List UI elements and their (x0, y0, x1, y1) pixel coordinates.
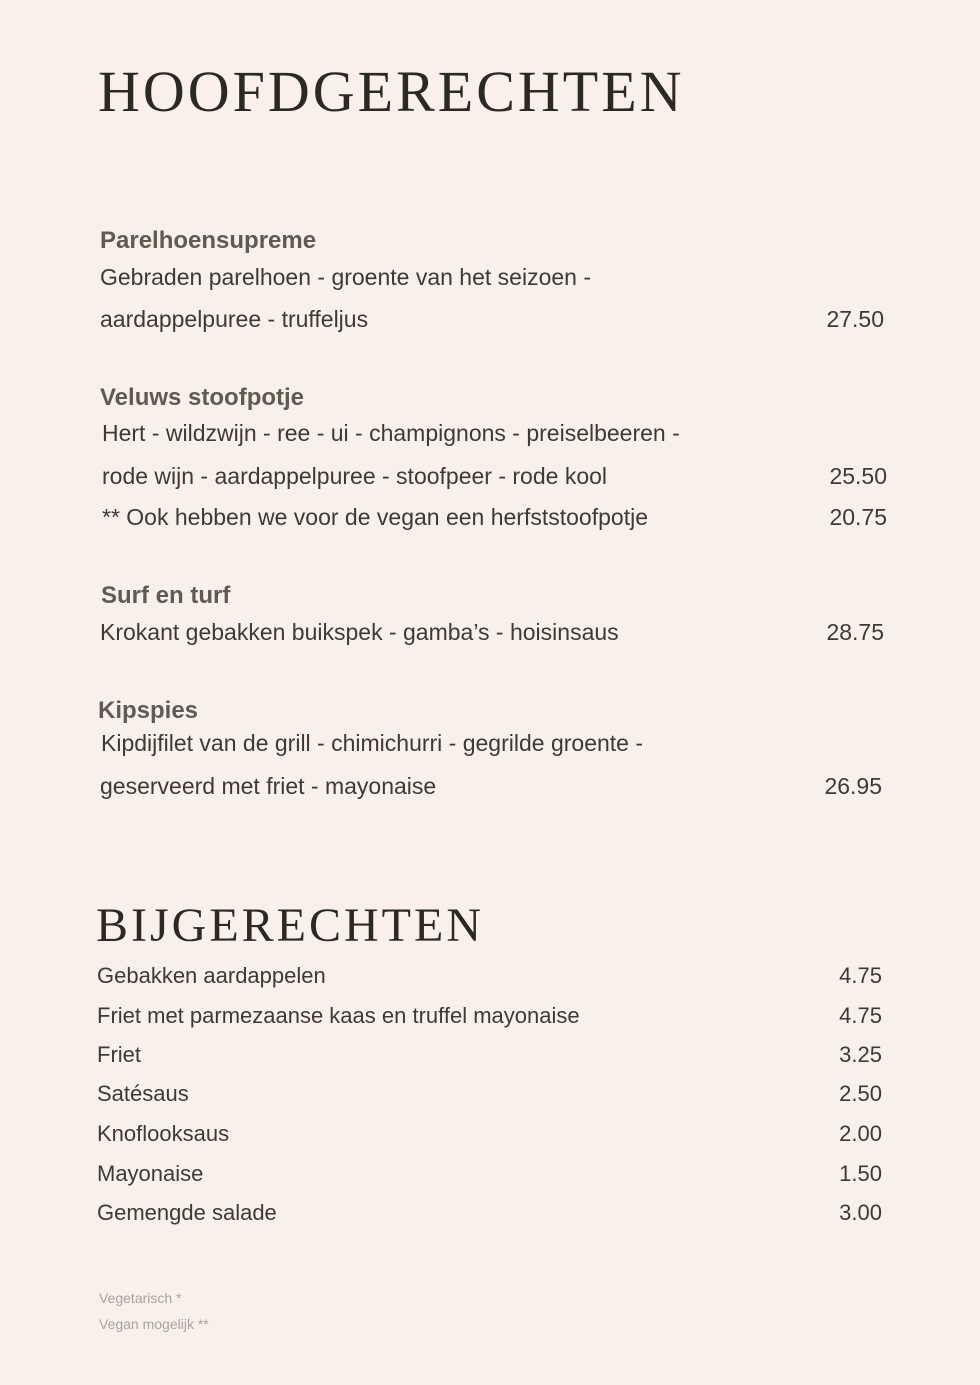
dish-title-kipspies: Kipspies (98, 697, 199, 724)
main-heading: HOOFDGERECHTEN (98, 59, 685, 124)
dish-price: 28.75 (826, 619, 884, 645)
side-item-name: Mayonaise (97, 1161, 204, 1186)
dish-vegan-note: ** Ook hebben we voor de vegan een herfststoofpotje (102, 504, 648, 530)
side-item-name: Gebakken aardappelen (97, 963, 326, 988)
dish-description-line: Kipdijfilet van de grill - chimichurri - gegrilde groente - (101, 730, 644, 756)
side-item-price: 2.50 (839, 1081, 882, 1106)
side-item-name: Gemengde salade (97, 1200, 277, 1225)
dish-price: 25.50 (829, 463, 887, 489)
side-item-name: Satésaus (97, 1081, 189, 1106)
side-item-price: 3.00 (839, 1200, 882, 1225)
dish-description-line: geserveerd met friet - mayonaise (100, 773, 437, 799)
dish-description-line: Hert - wildzwijn - ree - ui - champignons - preiselbeeren - (102, 420, 680, 446)
dish-title-veluws-stoofpotje: Veluws stoofpotje (100, 384, 305, 411)
dish-description-line: aardappelpuree - truffeljus (100, 306, 369, 332)
dish-price: 27.50 (826, 306, 884, 332)
side-heading: BIJGERECHTEN (96, 899, 484, 952)
legend-vegetarian: Vegetarisch * (99, 1290, 182, 1306)
dish-vegan-price: 20.75 (829, 504, 887, 530)
dish-title-surf-en-turf: Surf en turf (101, 582, 231, 609)
side-item-price: 4.75 (839, 1003, 882, 1028)
side-item-price: 3.25 (839, 1042, 882, 1067)
dish-description-line: Gebraden parelhoen - groente van het seizoen - (100, 264, 591, 290)
side-item-price: 2.00 (839, 1121, 882, 1146)
side-item-name: Friet met parmezaanse kaas en truffel mayonaise (97, 1003, 580, 1028)
legend-vegan: Vegan mogelijk ** (99, 1316, 209, 1332)
side-item-name: Friet (97, 1042, 141, 1067)
dish-description-line: rode wijn - aardappelpuree - stoofpeer - rode kool (102, 463, 608, 489)
side-item-name: Knoflooksaus (97, 1121, 230, 1146)
side-item-price: 1.50 (839, 1161, 882, 1186)
dish-title-parelhoensupreme: Parelhoensupreme (100, 227, 317, 254)
dish-price: 26.95 (824, 773, 882, 799)
side-item-price: 4.75 (839, 963, 882, 988)
dish-description-line: Krokant gebakken buikspek - gamba’s - hoisinsaus (100, 619, 619, 645)
